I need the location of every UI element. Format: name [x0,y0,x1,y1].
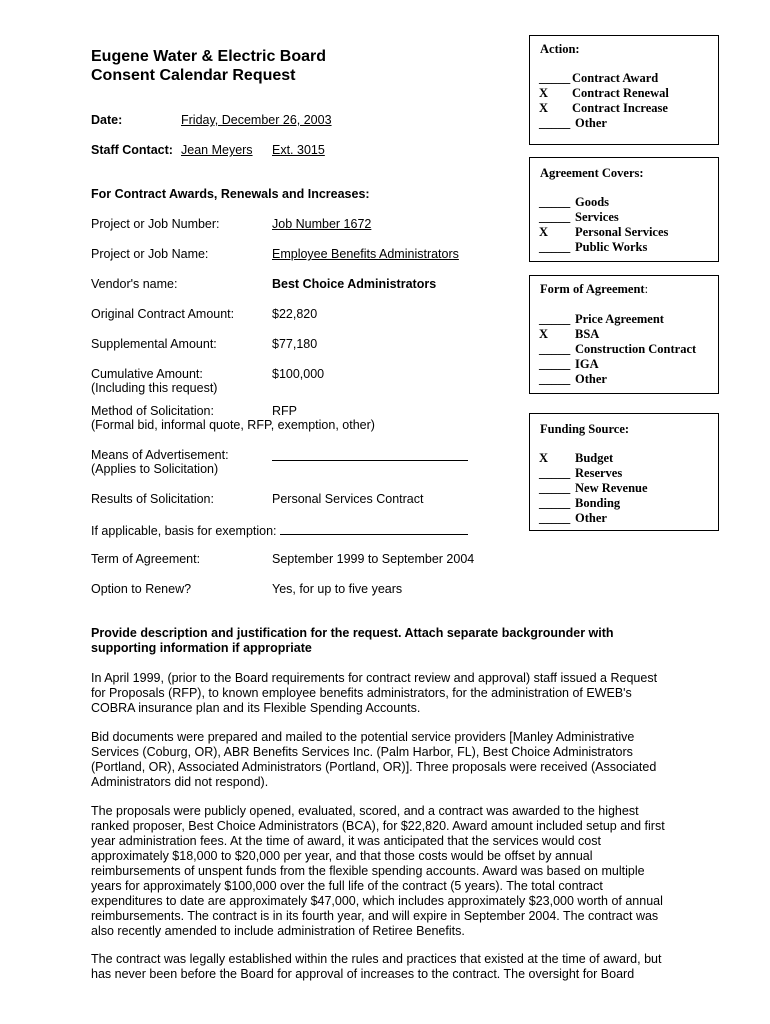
action-heading: Action: [540,42,580,56]
funding-source-box [529,413,719,531]
exemption-label-text: If applicable, basis for exemption: [91,524,277,538]
paragraph-1-line: COBRA insurance plan and its Flexible Spending Accounts. [91,701,421,715]
section-heading: For Contract Awards, Renewals and Increases: [91,187,370,201]
action-mark-2: X [539,86,549,100]
form-mark-1: _____ [539,312,571,326]
paragraph-2-line: (Portland, OR), Associated Administrators (Portland, OR)]. Three proposals were received (Associated [91,760,657,774]
advertisement-blank [272,448,468,465]
paragraph-1-line: In April 1999, (prior to the Board requirements for contract review and approval) staff issued a Request [91,671,658,685]
agreement-option-public-works: Public Works [575,240,648,254]
term-value: September 1999 to September 2004 [272,552,475,566]
paragraph-2 [91,730,681,790]
funding-mark-3: _____ [539,481,571,495]
paragraph-3-line: reimbursements. The contract is in its fourth year, and will expire in September 2004. The contract was [91,909,659,923]
agreement-mark-1: _____ [539,195,571,209]
solicitation-method-label: Method of Solicitation: [91,404,214,418]
agreement-covers-heading: Agreement Covers: [540,166,644,180]
project-number-value: Job Number 1672 [272,217,372,231]
solicitation-method-note: (Formal bid, informal quote, RFP, exemption, other) [91,418,375,432]
action-mark-3: X [539,101,549,115]
advertisement-label: Means of Advertisement: [91,448,229,462]
original-amount-label: Original Contract Amount: [91,307,235,321]
paragraph-3-line: The proposals were publicly opened, evaluated, scored, and a contract was awarded to the highest [91,804,639,818]
document-title [91,47,326,85]
paragraph-2-line: Services (Coburg, OR), ABR Benefits Services Inc. (Palm Harbor, FL), Best Choice Administrators [91,745,633,759]
paragraph-3-line: expenditures to date are approximately $47,000, which includes approximately $23,000 worth of annual [91,894,663,908]
agreement-mark-2: _____ [539,210,571,224]
form-of-agreement-box [529,275,719,394]
title-line-2: Consent Calendar Request [91,67,296,84]
title-line-1: Eugene Water & Electric Board [91,48,327,65]
funding-option-other: Other [575,511,607,525]
form-mark-2: X [539,327,549,341]
agreement-mark-4: _____ [539,240,571,254]
action-option-other: Other [575,116,607,130]
paragraph-2-line: Administrators did not respond). [91,775,269,789]
form-option-construction-contract: Construction Contract [575,342,697,356]
paragraph-3 [91,804,681,939]
project-name-value: Employee Benefits Administrators [272,247,459,261]
funding-option-budget: Budget [575,451,614,465]
supplemental-amount-label: Supplemental Amount: [91,337,217,351]
paragraph-4-line: The contract was legally established within the rules and practices that existed at the time of award, but [91,952,662,966]
action-mark-1: _____ [539,71,571,85]
justification-heading [91,626,681,656]
action-option-contract-increase: Contract Increase [572,101,668,115]
cumulative-amount-label: Cumulative Amount: [91,367,203,381]
agreement-option-services: Services [575,210,619,224]
supplemental-amount-value: $77,180 [272,337,318,351]
form-mark-3: _____ [539,342,571,356]
solicitation-method-value: RFP [272,404,297,418]
funding-option-new-revenue: New Revenue [575,481,648,495]
solicitation-results-label: Results of Solicitation: [91,492,214,506]
paragraph-3-line: year administration fees. At the time of award, it was anticipated that the services would cost [91,834,601,848]
form-option-price-agreement: Price Agreement [575,312,664,326]
form-option-other: Other [575,372,607,386]
vendor-value: Best Choice Administrators [272,277,437,291]
vendor-label: Vendor's name: [91,277,178,291]
renew-label: Option to Renew? [91,582,192,596]
form-option-iga: IGA [575,357,599,371]
paragraph-3-line: approximately $18,000 to $20,000 per year, and that those costs would be offset by annual [91,849,593,863]
paragraph-1-line: for Proposals (RFP), to known employee benefits administrators, for the administration of EWEB's [91,686,632,700]
paragraph-4 [91,952,681,982]
action-option-contract-award: Contract Award [572,71,659,85]
funding-mark-1: X [539,451,549,465]
funding-option-bonding: Bonding [575,496,621,510]
exemption-label [91,522,468,539]
paragraph-1 [91,671,681,716]
date-label: Date: [91,113,123,127]
funding-mark-5: _____ [539,511,571,525]
form-mark-4: _____ [539,357,571,371]
paragraph-3-line: years for approximately $100,000 over the full life of the contract (5 years). The total contract [91,879,603,893]
solicitation-results-value: Personal Services Contract [272,492,424,506]
agreement-option-personal-services: Personal Services [575,225,669,239]
form-heading-text: Form of Agreement [540,282,645,296]
form-heading-colon: : [644,282,649,296]
paragraph-3-line: also recently amended to include administration of Retiree Benefits. [91,924,465,938]
staff-contact-label: Staff Contact: [91,143,173,157]
action-mark-4: _____ [539,116,571,130]
staff-contact-name: Jean Meyers [181,143,253,157]
form-mark-5: _____ [539,372,571,386]
justification-heading-line-2: supporting information if appropriate [91,641,312,655]
funding-option-reserves: Reserves [575,466,623,480]
renew-value: Yes, for up to five years [272,582,403,596]
agreement-mark-3: X [539,225,549,239]
cumulative-amount-note: (Including this request) [91,381,218,395]
exemption-blank [280,522,468,535]
form-heading [540,282,648,297]
paragraph-3-line: reimbursements of unspent funds from the flexible spending accounts. Award was based on multiple [91,864,645,878]
agreement-option-goods: Goods [575,195,610,209]
justification-heading-line-1: Provide description and justification for the request. Attach separate backgrounder with [91,626,614,640]
cumulative-amount-value: $100,000 [272,367,325,381]
funding-mark-2: _____ [539,466,571,480]
funding-heading: Funding Source: [540,422,630,436]
form-option-bsa: BSA [575,327,600,341]
paragraph-4-line: has never been before the Board for approval of increases to the contract. The oversight for Board [91,967,635,981]
project-number-label: Project or Job Number: [91,217,220,231]
paragraph-2-line: Bid documents were prepared and mailed to the potential service providers [Manley Administrative [91,730,635,744]
action-box [529,35,719,145]
date-value: Friday, December 26, 2003 [181,113,332,127]
term-label: Term of Agreement: [91,552,201,566]
funding-mark-4: _____ [539,496,571,510]
project-name-label: Project or Job Name: [91,247,209,261]
agreement-covers-box [529,157,719,262]
original-amount-value: $22,820 [272,307,318,321]
paragraph-3-line: ranked proposer, Best Choice Administrators (BCA), for $22,820. Award amount included setup and first [91,819,665,833]
staff-contact-ext: Ext. 3015 [272,143,325,157]
action-option-contract-renewal: Contract Renewal [572,86,669,100]
advertisement-note: (Applies to Solicitation) [91,462,219,476]
